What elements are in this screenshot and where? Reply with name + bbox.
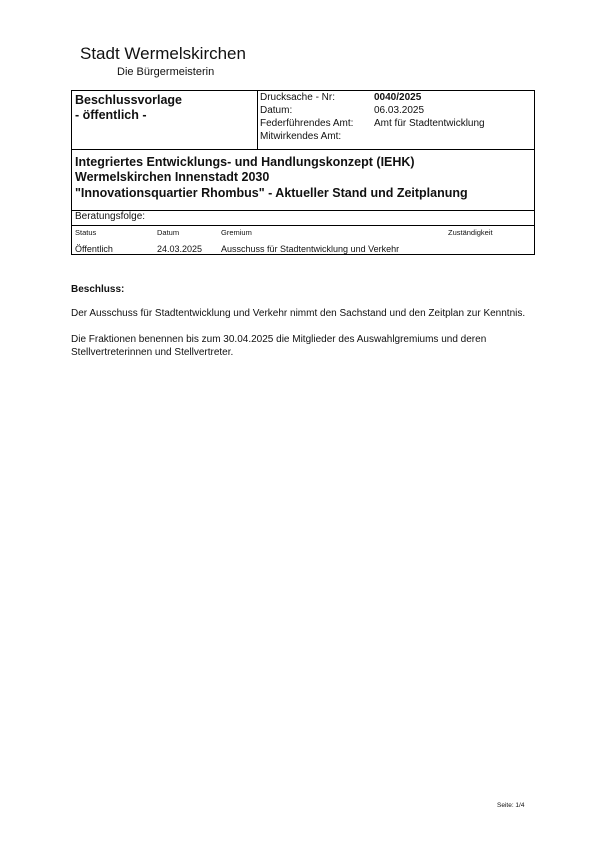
doc-title-block: [72, 149, 534, 211]
doc-title-line2: Wermelskirchen Innenstadt 2030: [75, 170, 270, 184]
resolution-heading: Beschluss:: [71, 284, 125, 295]
page-number: Seite: 1/4: [497, 802, 525, 809]
date-value: 06.03.2025: [374, 105, 425, 116]
doc-type-row: [72, 91, 534, 150]
resolution-paragraph-1: Der Ausschuss für Stadtentwicklung und Verkehr nimmt den Sachstand und den Zeitplan zur Kenntnis.: [71, 308, 526, 319]
col-status-header: Status: [75, 228, 97, 237]
lead-office-value: Amt für Stadtentwicklung: [374, 118, 485, 129]
doc-title-line1: Integriertes Entwicklungs- und Handlungskonzept (IEHK): [75, 155, 415, 169]
col-responsibility-header: Zuständigkeit: [448, 228, 493, 237]
col-body-header: Gremium: [221, 228, 252, 237]
resolution-paragraph-2: Die Fraktionen benennen bis zum 30.04.2025 die Mitglieder des Auswahlgremiums und deren Stellvertreterinnen und Stellvertreter.: [71, 334, 487, 358]
col-date-header: Datum: [157, 228, 180, 237]
doc-title-line3: "Innovationsquartier Rhombus" - Aktueller Stand und Zeitplanung: [75, 186, 468, 200]
number-value: 0040/2025: [374, 92, 422, 103]
row-body: Ausschuss für Stadtentwicklung und Verkehr: [221, 244, 400, 254]
doc-type-line1: Beschlussvorlage: [75, 93, 182, 107]
consultation-label-row: [72, 211, 534, 226]
co-office-label: Mitwirkendes Amt:: [260, 131, 342, 142]
lead-office-label: Federführendes Amt:: [260, 118, 354, 129]
row-date: 24.03.2025: [157, 244, 203, 254]
number-label: Drucksache - Nr:: [260, 92, 336, 103]
document-header-box: [71, 90, 535, 255]
consultation-label: Beratungsfolge:: [75, 211, 146, 222]
doc-type-line2: - öffentlich -: [75, 108, 147, 122]
row-status: Öffentlich: [75, 244, 113, 254]
doc-type-cell: [72, 91, 258, 149]
date-label: Datum:: [260, 105, 293, 116]
office-subtitle: Die Bürgermeisterin: [117, 66, 215, 78]
doc-type: [75, 93, 182, 123]
city-title: Stadt Wermelskirchen: [80, 44, 246, 63]
